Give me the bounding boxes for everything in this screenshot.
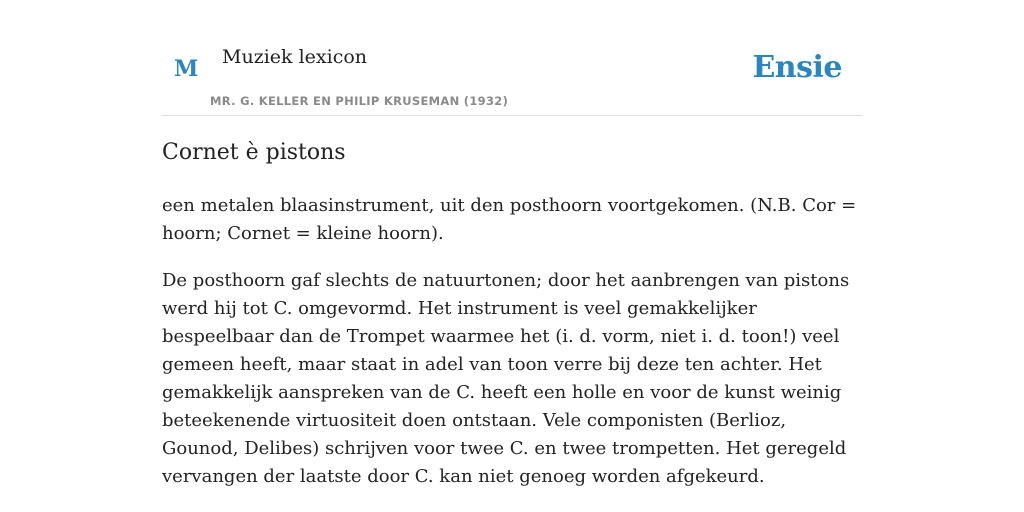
entry-body bbox=[162, 192, 862, 510]
entry-paragraph: De posthoorn gaf slechts de natuurtonen; door het aanbrengen van pistons werd hij tot C. omgevormd. Het instrument is veel gemakkelijker bespeelbaar dan de Trompet waarmee het (i. d. vorm, niet i. d. toon!) veel gemeen heeft, maar staat in adel van toon verre bij deze ten achter. Het gemakkelijk aanspreken van de C. heeft een holle en voor de kunst weinig beteekenende virtuositeit doen ontstaan. Vele componisten (Berlioz, Gounod, Delibes) schrijven voor twee C. en twee trompetten. Het geregeld vervangen der laatste door C. kan niet genoeg worden afgekeurd. bbox=[162, 270, 850, 487]
lexicon-logo[interactable]: M bbox=[174, 56, 199, 82]
lexicon-authors: MR. G. KELLER EN PHILIP KRUSEMAN (1932) bbox=[210, 94, 509, 108]
lexicon-header bbox=[162, 0, 862, 116]
lexicon-title-link[interactable]: Muziek lexicon bbox=[222, 46, 368, 68]
entry-title: Cornet è pistons bbox=[162, 140, 346, 165]
page bbox=[162, 0, 862, 487]
entry-paragraph: een metalen blaasinstrument, uit den posthoorn voortgekomen. (N.B. Cor = hoorn; Cornet = kleine hoorn). bbox=[162, 195, 857, 244]
ensie-brand-logo[interactable]: Ensie bbox=[752, 50, 842, 85]
